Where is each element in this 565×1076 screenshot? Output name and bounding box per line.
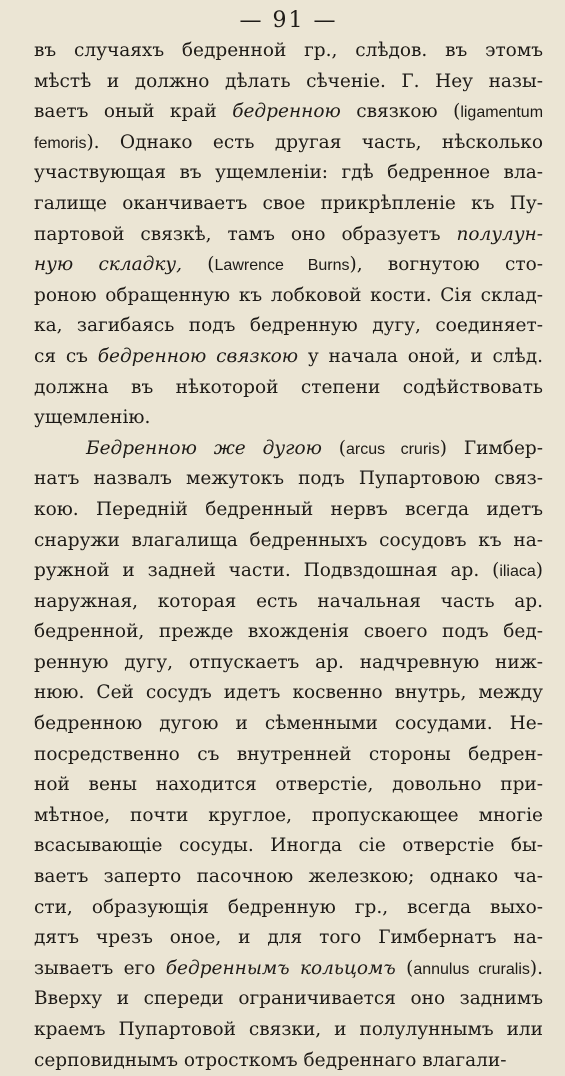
- text-line: [34, 250, 543, 281]
- latin-term: arcus cruris: [346, 440, 440, 458]
- text-line: [34, 220, 543, 251]
- page-number: — 91 —: [239, 8, 338, 33]
- text-run: зываетъ его: [34, 957, 166, 979]
- latin-term: ligamentum: [460, 104, 543, 122]
- text-run: бедренною дугою и сѣменными сосудами. Не-: [34, 713, 543, 735]
- text-line: [34, 893, 543, 924]
- text-line: [34, 1015, 543, 1046]
- text-run: нюю. Сей сосудъ идетъ косвенно внутрь, между: [34, 682, 543, 704]
- italic-term: бедренною связкою: [97, 345, 299, 367]
- text-run: галище оканчиваетъ свое прикрѣпленіе къ Пу-: [34, 192, 543, 214]
- italic-term: полулун-: [456, 223, 543, 245]
- text-run: роною обращенную къ лобковой кости. Сія склад-: [34, 284, 543, 306]
- text-line: [34, 954, 543, 985]
- text-run: ренную дугу, отпускаетъ ар. надчревную ниж-: [34, 651, 543, 673]
- text-run: Вверху и спереди ограничивается оно заднимъ: [34, 988, 543, 1010]
- text-run: участвующая въ ущемленіи: гдѣ бедренное вла-: [34, 162, 543, 184]
- text-run: ): [535, 560, 543, 582]
- text-line: [34, 495, 543, 526]
- text-run: наружная, которая есть начальная часть ар.: [34, 590, 543, 612]
- text-line: [34, 67, 543, 98]
- text-run: ка, загибаясь подъ бедренную дугу, соединяет-: [34, 315, 543, 337]
- text-run: сти, образующія бедренную гр., всегда выхо-: [34, 896, 543, 918]
- text-run: ).: [529, 957, 543, 979]
- text-run: ваетъ оный край: [34, 101, 233, 123]
- text-run: ). Однако есть другая часть, нѣсколько: [86, 131, 543, 153]
- text-run: серповиднымъ отросткомъ бедреннаго влагали-: [34, 1049, 507, 1071]
- latin-term: femoris: [34, 134, 87, 152]
- text-run: партовой связкѣ, тамъ оно образуетъ: [34, 223, 457, 245]
- text-line: [34, 189, 543, 220]
- text-line: [34, 1046, 543, 1076]
- text-line: [34, 678, 543, 709]
- text-line: [34, 801, 543, 832]
- latin-term: Lawrence Burns: [214, 257, 350, 275]
- text-run: посредственно съ внутренней стороны бедрен-: [34, 743, 543, 765]
- text-line: [34, 128, 543, 159]
- text-line: [34, 648, 543, 679]
- text-line: [34, 434, 543, 465]
- text-run: всасывающіе сосуды. Иногда сіе отверстіе бы-: [34, 835, 543, 857]
- italic-term: бедренною: [232, 101, 341, 123]
- text-run: натъ назвалъ межутокъ подъ Пупартовою связ-: [34, 468, 543, 490]
- text-line: [34, 984, 543, 1015]
- text-line: [34, 311, 543, 342]
- page-body-text: [34, 36, 543, 1076]
- text-run: (: [395, 957, 414, 979]
- text-run: ) Гимбер-: [439, 437, 543, 459]
- text-run: (: [321, 437, 346, 459]
- text-line: [34, 158, 543, 189]
- text-line: [34, 556, 543, 587]
- text-line: [34, 97, 543, 128]
- text-line: [34, 862, 543, 893]
- text-line: [34, 709, 543, 740]
- text-line: [34, 740, 543, 771]
- text-line: [34, 923, 543, 954]
- text-line: [34, 770, 543, 801]
- text-run: снаружи влагалища бедренныхъ сосудовъ къ на-: [34, 529, 543, 551]
- text-run: мѣтное, почти круглое, пропускающее многіе: [34, 804, 543, 826]
- text-run: ной вены находится отверстіе, довольно при-: [34, 774, 543, 796]
- text-line: [34, 403, 543, 434]
- text-run: ваетъ заперто пасочною железкою; однако ча-: [34, 866, 543, 888]
- text-run: кою. Передній бедренный нервъ всегда идетъ: [34, 498, 543, 520]
- text-run: у начала оной, и слѣд.: [298, 345, 543, 367]
- text-run: ), вогнутою сто-: [349, 254, 543, 276]
- text-run: связкою (: [340, 101, 461, 123]
- text-run: ущемленію.: [34, 407, 151, 429]
- text-run: бедренной, прежде вхожденія своего подъ бед-: [34, 621, 543, 643]
- text-run: должна въ нѣкоторой степени содѣйствовать: [34, 376, 543, 398]
- text-line: [34, 373, 543, 404]
- text-run: краемъ Пупартовой связки, и полулуннымъ или: [34, 1019, 543, 1040]
- text-run: ружной и задней части. Подвздошная ар. (: [34, 560, 500, 582]
- italic-term: бедреннымъ кольцомъ: [165, 957, 396, 979]
- text-run: дятъ чрезъ оное, и для того Гимбернатъ на-: [34, 927, 543, 949]
- text-run: ся съ: [34, 345, 98, 367]
- text-line: [34, 587, 543, 618]
- text-line: [34, 36, 543, 67]
- text-line: [34, 617, 543, 648]
- text-line: [34, 342, 543, 373]
- text-run: (: [182, 254, 215, 276]
- text-line: [34, 831, 543, 862]
- text-run: въ случаяхъ бедренной гр., слѣдов. въ этомъ: [34, 40, 543, 61]
- text-run: мѣстѣ и должно дѣлать сѣченіе. Г. Неу назы-: [34, 70, 543, 92]
- italic-term: ную складку,: [34, 254, 183, 276]
- text-line: [34, 281, 543, 312]
- latin-term: annulus cruralis: [413, 960, 530, 978]
- italic-term: Бедренною же дугою: [86, 437, 322, 459]
- text-line: [34, 526, 543, 557]
- text-line: [34, 464, 543, 495]
- latin-term: iliaca: [499, 563, 536, 581]
